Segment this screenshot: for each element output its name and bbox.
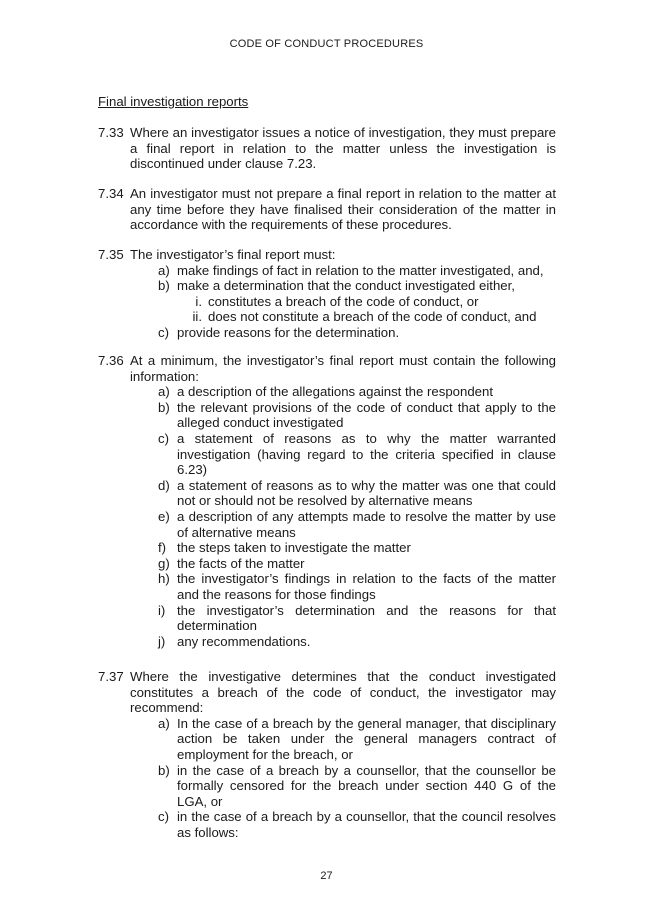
sub-list-item bbox=[189, 309, 556, 325]
clause-7-34 bbox=[98, 186, 556, 233]
list-item-text: a statement of reasons as to why the matter warranted investigation (having regard to the criteria specified in clause 6.23) bbox=[177, 430, 556, 478]
clause-number: 7.35 bbox=[98, 247, 124, 262]
list-item-text: the investigator’s determination and the reasons for that determination bbox=[177, 602, 556, 634]
list-item-text: in the case of a breach by a counsellor, that the counsellor be formally censored for the breach under section 440 G of the LGA, or bbox=[177, 762, 556, 809]
list-item bbox=[158, 540, 556, 556]
list-item bbox=[158, 556, 556, 572]
list-item-text: the relevant provisions of the code of conduct that apply to the alleged conduct investigated bbox=[177, 399, 556, 431]
clause-text: An investigator must not prepare a final report in relation to the matter at any time before they have finalised their consideration of the matter in accordance with the requirements of these procedures. bbox=[130, 186, 556, 233]
list-item bbox=[158, 384, 556, 400]
list-item-label: b) bbox=[158, 399, 170, 415]
list-item-label: h) bbox=[158, 571, 170, 587]
clause-text: Where an investigator issues a notice of investigation, they must prepare a final report in relation to the matter unless the investigation is discontinued under clause 7.23. bbox=[130, 125, 556, 172]
list-item-label: d) bbox=[158, 477, 170, 493]
list-item bbox=[158, 603, 556, 634]
list-item-label: c) bbox=[158, 324, 169, 340]
list-item-label: a) bbox=[158, 262, 170, 278]
list-item-label: b) bbox=[158, 762, 170, 778]
list-item bbox=[158, 571, 556, 602]
sub-list-item-text: constitutes a breach of the code of conduct, or bbox=[208, 293, 479, 309]
clause-list bbox=[158, 384, 556, 649]
list-item-text: make a determination that the conduct investigated either, bbox=[177, 278, 515, 294]
list-item-text: a description of the allegations against the respondent bbox=[177, 384, 493, 400]
list-item-text: any recommendations. bbox=[177, 633, 311, 649]
list-item-label: i) bbox=[158, 602, 166, 618]
list-item bbox=[158, 278, 556, 325]
list-item bbox=[158, 763, 556, 810]
page-number: 27 bbox=[320, 870, 333, 882]
list-item bbox=[158, 325, 556, 341]
clause-number: 7.36 bbox=[98, 353, 124, 368]
list-item-text: a statement of reasons as to why the matter was one that could not or should not be resolved by alternative means bbox=[177, 477, 556, 509]
sub-list-item-label: i. bbox=[195, 293, 202, 309]
clause-7-33 bbox=[98, 125, 556, 172]
list-item-text: a description of any attempts made to resolve the matter by use of alternative means bbox=[177, 508, 556, 540]
clause-number: 7.33 bbox=[98, 125, 124, 140]
sub-list-item-text: does not constitute a breach of the code of conduct, and bbox=[208, 309, 537, 325]
list-item bbox=[158, 809, 556, 840]
page-header: CODE OF CONDUCT PROCEDURES bbox=[229, 38, 424, 50]
clause-7-36 bbox=[98, 353, 556, 649]
list-item bbox=[158, 263, 556, 279]
list-item-text: the steps taken to investigate the matter bbox=[177, 540, 411, 556]
list-item bbox=[158, 634, 556, 650]
list-item-label: g) bbox=[158, 555, 170, 571]
list-item-label: b) bbox=[158, 278, 170, 294]
list-item bbox=[158, 431, 556, 478]
list-item-text: the facts of the matter bbox=[177, 555, 305, 571]
sub-list-item bbox=[189, 294, 556, 310]
list-item-text: make findings of fact in relation to the matter investigated, and, bbox=[177, 262, 544, 278]
list-item-text: provide reasons for the determination. bbox=[177, 324, 400, 340]
list-item-text: in the case of a breach by a counsellor, that the council resolves as follows: bbox=[177, 809, 556, 840]
clause-text: The investigator’s final report must: bbox=[130, 247, 336, 262]
list-item bbox=[158, 400, 556, 431]
list-item-label: e) bbox=[158, 508, 170, 524]
section-heading: Final investigation reports bbox=[98, 94, 249, 109]
clause-number: 7.37 bbox=[98, 669, 124, 684]
list-item-text: the investigator’s findings in relation to the facts of the matter and the reasons for those findings bbox=[177, 571, 556, 602]
list-item-label: c) bbox=[158, 809, 169, 825]
list-item-text: In the case of a breach by the general manager, that disciplinary action be taken under the general managers contract of employment for the breach, or bbox=[177, 715, 556, 762]
clause-text: Where the investigative determines that the conduct investigated constitutes a breach of the code of conduct, the investigator may recommend: bbox=[130, 669, 556, 716]
sub-list-item-label: ii. bbox=[192, 309, 202, 325]
clause-number: 7.34 bbox=[98, 186, 124, 201]
list-item bbox=[158, 716, 556, 763]
list-item-label: a) bbox=[158, 715, 170, 731]
list-item-label: f) bbox=[158, 540, 167, 556]
clause-text: At a minimum, the investigator’s final report must contain the following information: bbox=[130, 353, 556, 384]
list-item-label: j) bbox=[158, 633, 166, 649]
clause-7-35 bbox=[98, 247, 556, 341]
clause-list bbox=[158, 716, 556, 841]
list-item-label: c) bbox=[158, 430, 169, 446]
list-item-label: a) bbox=[158, 384, 170, 400]
clause-list bbox=[158, 263, 556, 341]
list-item bbox=[158, 478, 556, 509]
clause-7-37 bbox=[98, 669, 556, 841]
list-item bbox=[158, 509, 556, 540]
